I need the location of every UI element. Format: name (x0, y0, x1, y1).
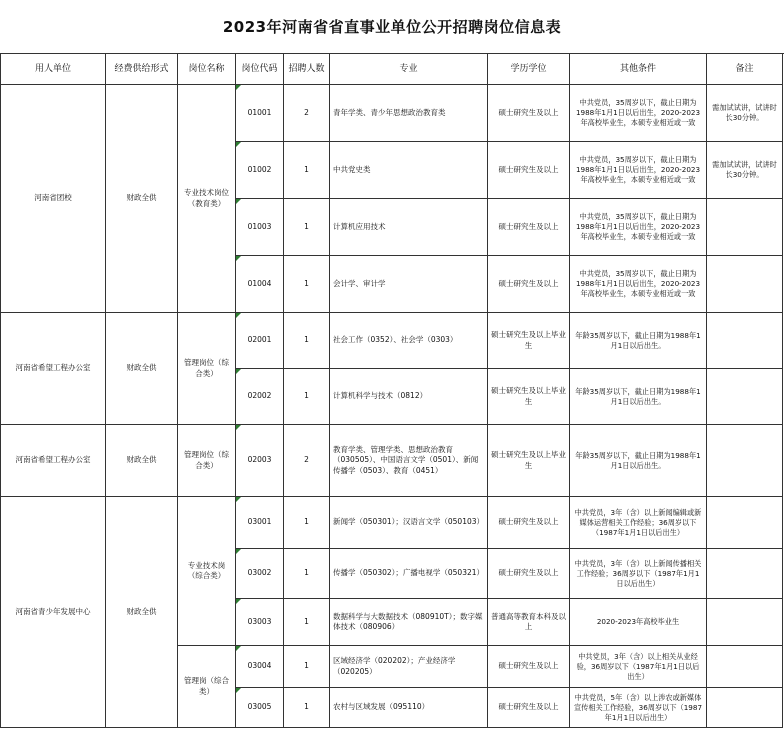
note-cell (707, 549, 783, 599)
code-cell: 03004 (236, 646, 284, 688)
table-title: 2023年河南省省直事业单位公开招聘岗位信息表 (0, 0, 784, 54)
table-row (1, 425, 783, 497)
unit-cell: 河南省希望工程办公室 (1, 425, 106, 497)
major-cell: 中共党史类 (330, 142, 488, 199)
conditions-cell: 中共党员，35周岁以下，截止日期为1988年1月1日以后出生，2020-2023年高校毕业生，本硕专业相近或一致 (570, 256, 707, 313)
header-post: 岗位名称 (178, 54, 236, 85)
funding-cell: 财政全供 (106, 497, 178, 728)
unit-cell: 河南省青少年发展中心 (1, 497, 106, 728)
degree-cell: 硕士研究生及以上 (488, 256, 570, 313)
note-cell: 需加试试讲，试讲时长30分钟。 (707, 85, 783, 142)
header-count: 招聘人数 (284, 54, 330, 85)
post-cell: 管理岗位（综合类） (178, 425, 236, 497)
note-cell (707, 369, 783, 425)
table-row (1, 313, 783, 369)
major-cell: 社会工作（0352）、社会学（0303） (330, 313, 488, 369)
degree-cell: 普通高等教育本科及以上 (488, 599, 570, 646)
post-cell: 专业技术岗位（教育类） (178, 85, 236, 313)
job-table (0, 53, 783, 728)
major-cell: 教育学类、管理学类、思想政治教育（030505）、中国语言文学（0501）、新闻传播学（0503）、教育（0451） (330, 425, 488, 497)
degree-cell: 硕士研究生及以上毕业生 (488, 313, 570, 369)
count-cell: 1 (284, 646, 330, 688)
header-note: 备注 (707, 54, 783, 85)
major-cell: 会计学、审计学 (330, 256, 488, 313)
funding-cell: 财政全供 (106, 425, 178, 497)
note-cell (707, 256, 783, 313)
conditions-cell: 中共党员，35周岁以下，截止日期为1988年1月1日以后出生，2020-2023年高校毕业生，本硕专业相近或一致 (570, 142, 707, 199)
note-cell (707, 199, 783, 256)
degree-cell: 硕士研究生及以上 (488, 646, 570, 688)
conditions-cell: 年龄35周岁以下，截止日期为1988年1月1日以后出生。 (570, 313, 707, 369)
degree-cell: 硕士研究生及以上 (488, 688, 570, 728)
code-cell: 03005 (236, 688, 284, 728)
header-funding: 经费供给形式 (106, 54, 178, 85)
degree-cell: 硕士研究生及以上毕业生 (488, 369, 570, 425)
count-cell: 1 (284, 599, 330, 646)
degree-cell: 硕士研究生及以上 (488, 549, 570, 599)
count-cell: 1 (284, 256, 330, 313)
unit-cell: 河南省希望工程办公室 (1, 313, 106, 425)
major-cell: 青年学类、青少年思想政治教育类 (330, 85, 488, 142)
major-cell: 农村与区域发展（095110） (330, 688, 488, 728)
count-cell: 1 (284, 549, 330, 599)
note-cell: 需加试试讲，试讲时长30分钟。 (707, 142, 783, 199)
count-cell: 1 (284, 142, 330, 199)
conditions-cell: 中共党员，3年（含）以上新闻传播相关工作经验；36周岁以下（1987年1月1日以后出生） (570, 549, 707, 599)
major-cell: 计算机应用技术 (330, 199, 488, 256)
post-cell: 管理岗位（综合类） (178, 313, 236, 425)
header-row (1, 54, 783, 85)
header-degree: 学历学位 (488, 54, 570, 85)
header-major: 专业 (330, 54, 488, 85)
degree-cell: 硕士研究生及以上 (488, 199, 570, 256)
table-row (1, 497, 783, 549)
code-cell: 02001 (236, 313, 284, 369)
code-cell: 03001 (236, 497, 284, 549)
code-cell: 01001 (236, 85, 284, 142)
funding-cell: 财政全供 (106, 313, 178, 425)
degree-cell: 硕士研究生及以上 (488, 142, 570, 199)
degree-cell: 硕士研究生及以上 (488, 85, 570, 142)
note-cell (707, 425, 783, 497)
code-cell: 02003 (236, 425, 284, 497)
unit-cell: 河南省团校 (1, 85, 106, 313)
count-cell: 2 (284, 85, 330, 142)
post-cell: 专业技术岗（综合类） (178, 497, 236, 646)
major-cell: 区域经济学（020202）；产业经济学（020205） (330, 646, 488, 688)
note-cell (707, 646, 783, 688)
code-cell: 03002 (236, 549, 284, 599)
conditions-cell: 中共党员，35周岁以下，截止日期为1988年1月1日以后出生，2020-2023年高校毕业生，本硕专业相近或一致 (570, 199, 707, 256)
major-cell: 数据科学与大数据技术（080910T）；数字媒体技术（080906） (330, 599, 488, 646)
major-cell: 新闻学（050301）；汉语言文学（050103） (330, 497, 488, 549)
conditions-cell: 中共党员，5年（含）以上涉农或新媒体宣传相关工作经验，36周岁以下（1987年1月1日以后出生） (570, 688, 707, 728)
code-cell: 01003 (236, 199, 284, 256)
header-unit: 用人单位 (1, 54, 106, 85)
code-cell: 01002 (236, 142, 284, 199)
code-cell: 01004 (236, 256, 284, 313)
degree-cell: 硕士研究生及以上 (488, 497, 570, 549)
conditions-cell: 中共党员，3年（含）以上新闻编辑或新媒体运营相关工作经验；36周岁以下（1987年1月1日以后出生） (570, 497, 707, 549)
major-cell: 传播学（050302）；广播电视学（050321） (330, 549, 488, 599)
note-cell (707, 599, 783, 646)
code-cell: 03003 (236, 599, 284, 646)
note-cell (707, 313, 783, 369)
header-code: 岗位代码 (236, 54, 284, 85)
count-cell: 1 (284, 497, 330, 549)
code-cell: 02002 (236, 369, 284, 425)
post-cell: 管理岗（综合类） (178, 646, 236, 728)
note-cell (707, 688, 783, 728)
degree-cell: 硕士研究生及以上毕业生 (488, 425, 570, 497)
count-cell: 1 (284, 313, 330, 369)
count-cell: 1 (284, 199, 330, 256)
funding-cell: 财政全供 (106, 85, 178, 313)
count-cell: 1 (284, 369, 330, 425)
conditions-cell: 中共党员，3年（含）以上相关从业经验，36周岁以下（1987年1月1日以后出生） (570, 646, 707, 688)
conditions-cell: 2020-2023年高校毕业生 (570, 599, 707, 646)
count-cell: 2 (284, 425, 330, 497)
note-cell (707, 497, 783, 549)
conditions-cell: 年龄35周岁以下，截止日期为1988年1月1日以后出生。 (570, 369, 707, 425)
header-conditions: 其他条件 (570, 54, 707, 85)
conditions-cell: 中共党员，35周岁以下，截止日期为1988年1月1日以后出生，2020-2023年高校毕业生，本硕专业相近或一致 (570, 85, 707, 142)
table-row (1, 85, 783, 142)
major-cell: 计算机科学与技术（0812） (330, 369, 488, 425)
count-cell: 1 (284, 688, 330, 728)
conditions-cell: 年龄35周岁以下，截止日期为1988年1月1日以后出生。 (570, 425, 707, 497)
